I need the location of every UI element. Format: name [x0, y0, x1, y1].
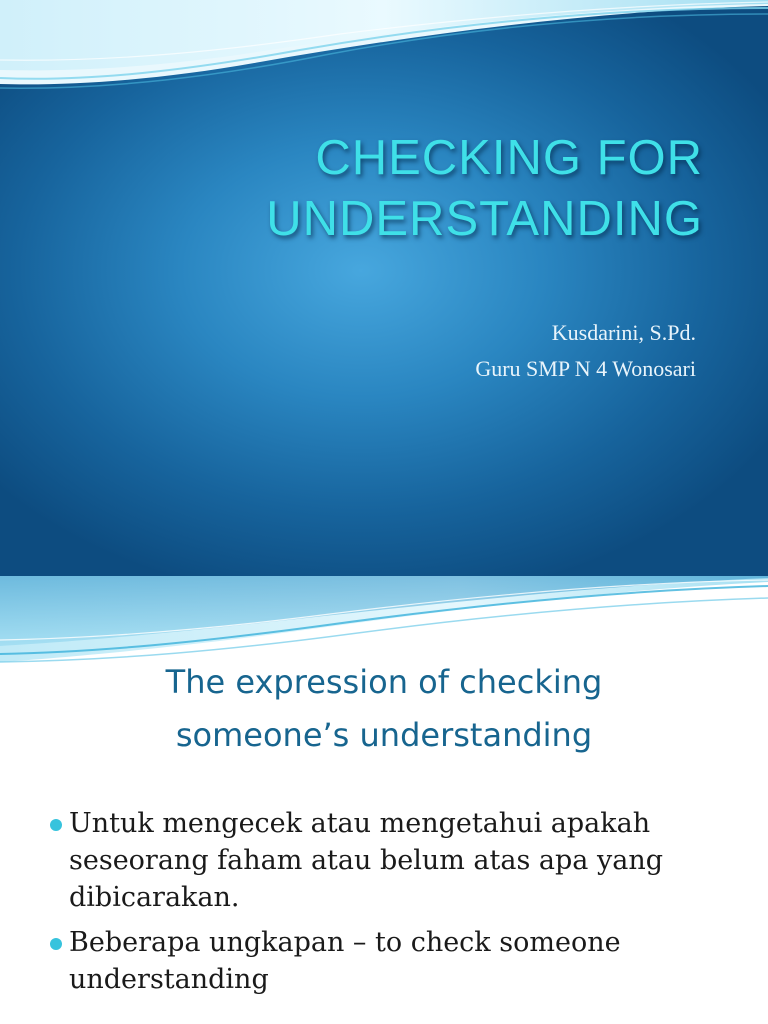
bullet-item	[48, 924, 738, 998]
bullet-item	[48, 805, 738, 916]
slide-heading-line-2: someone’s understanding	[175, 716, 593, 754]
slide-subtitle	[475, 315, 696, 387]
bullet-text: Untuk mengecek atau mengetahui apakah seseorang faham atau belum atas apa yang dibicarakan.	[69, 808, 663, 913]
slide-heading-line-1: The expression of checking	[165, 663, 603, 701]
content-slide	[0, 576, 768, 1024]
author-name: Kusdarini, S.Pd.	[551, 320, 696, 345]
bullet-text: Beberapa ungkapan – to check someone understanding	[69, 927, 621, 995]
top-wave-decoration	[0, 0, 768, 100]
author-affiliation: Guru SMP N 4 Wonosari	[475, 356, 696, 381]
bullet-dot-icon	[50, 819, 62, 831]
slide-title-line-1: CHECKING FOR	[315, 131, 703, 185]
top-wave-decoration	[0, 576, 768, 666]
bullet-dot-icon	[50, 938, 62, 950]
bullet-list	[48, 805, 738, 1006]
slide-title-line-2: UNDERSTANDING	[266, 192, 703, 246]
slide-heading	[70, 656, 698, 762]
slide-title	[150, 128, 703, 250]
